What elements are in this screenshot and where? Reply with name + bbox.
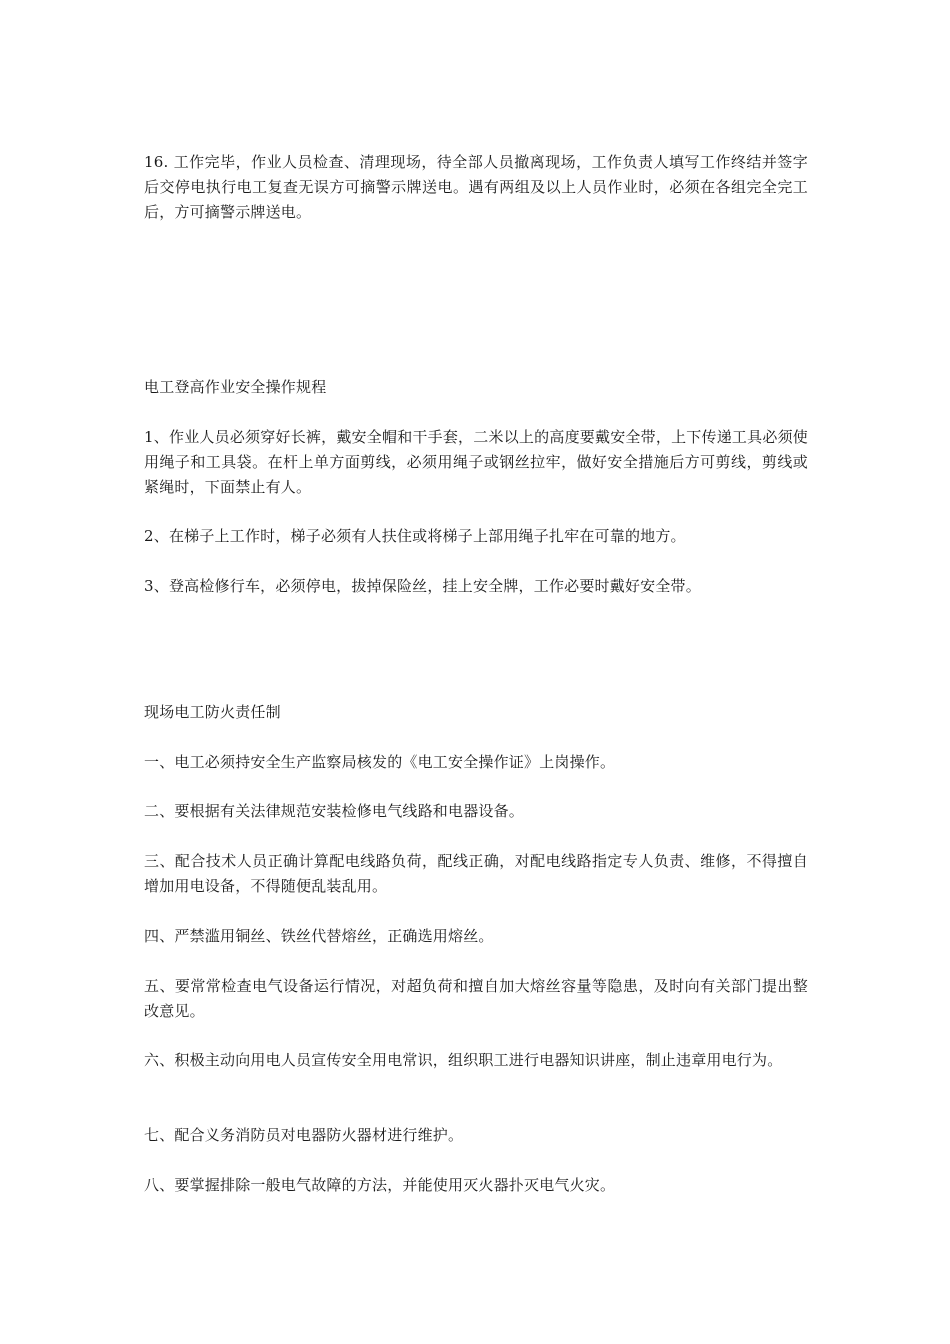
- list-item: 六、积极主动向用电人员宣传安全用电常识，组织职工进行电器知识讲座，制止违章用电行为。: [144, 1051, 783, 1069]
- list-item: 2、在梯子上工作时，梯子必须有人扶住或将梯子上部用绳子扎牢在可靠的地方。: [144, 527, 686, 545]
- section-title-fire-responsibility: 现场电工防火责任制: [144, 703, 281, 721]
- list-item: 四、严禁滥用铜丝、铁丝代替熔丝，正确选用熔丝。: [144, 927, 494, 945]
- list-item: 一、电工必须持安全生产监察局核发的《电工安全操作证》上岗操作。: [144, 753, 616, 771]
- list-item: 1、作业人员必须穿好长裤，戴安全帽和干手套，二米以上的高度要戴安全带，上下传递工具必须使用绳子和工具袋。在杆上单方面剪线，必须用绳子或钢丝拉牢，做好安全措施后方可剪线，剪线或紧绳时，下面禁止有人。: [144, 428, 808, 496]
- list-item: 二、要根据有关法律规范安装检修电气线路和电器设备。: [144, 802, 525, 820]
- list-item: 五、要常常检查电气设备运行情况，对超负荷和擅自加大熔丝容量等隐患，及时向有关部门提出整改意见。: [144, 977, 808, 1020]
- list-item: 三、配合技术人员正确计算配电线路负荷，配线正确，对配电线路指定专人负责、维修，不得擅自增加用电设备，不得随便乱装乱用。: [144, 852, 808, 895]
- section-title-climbing-safety: 电工登高作业安全操作规程: [144, 378, 327, 396]
- list-item: 八、要掌握排除一般电气故障的方法，并能使用灭火器扑灭电气火灾。: [144, 1176, 616, 1194]
- list-item: 七、配合义务消防员对电器防火器材进行维护。: [144, 1126, 464, 1144]
- list-item: 3、登高检修行车，必须停电，拔掉保险丝，挂上安全牌，工作必要时戴好安全带。: [144, 577, 701, 595]
- paragraph-item-16: 16. 工作完毕，作业人员检查、清理现场，待全部人员撤离现场，工作负责人填写工作终结并签字后交停电执行电工复查无误方可摘警示牌送电。遇有两组及以上人员作业时，必须在各组完全完工后，方可摘警示牌送电。: [144, 153, 808, 221]
